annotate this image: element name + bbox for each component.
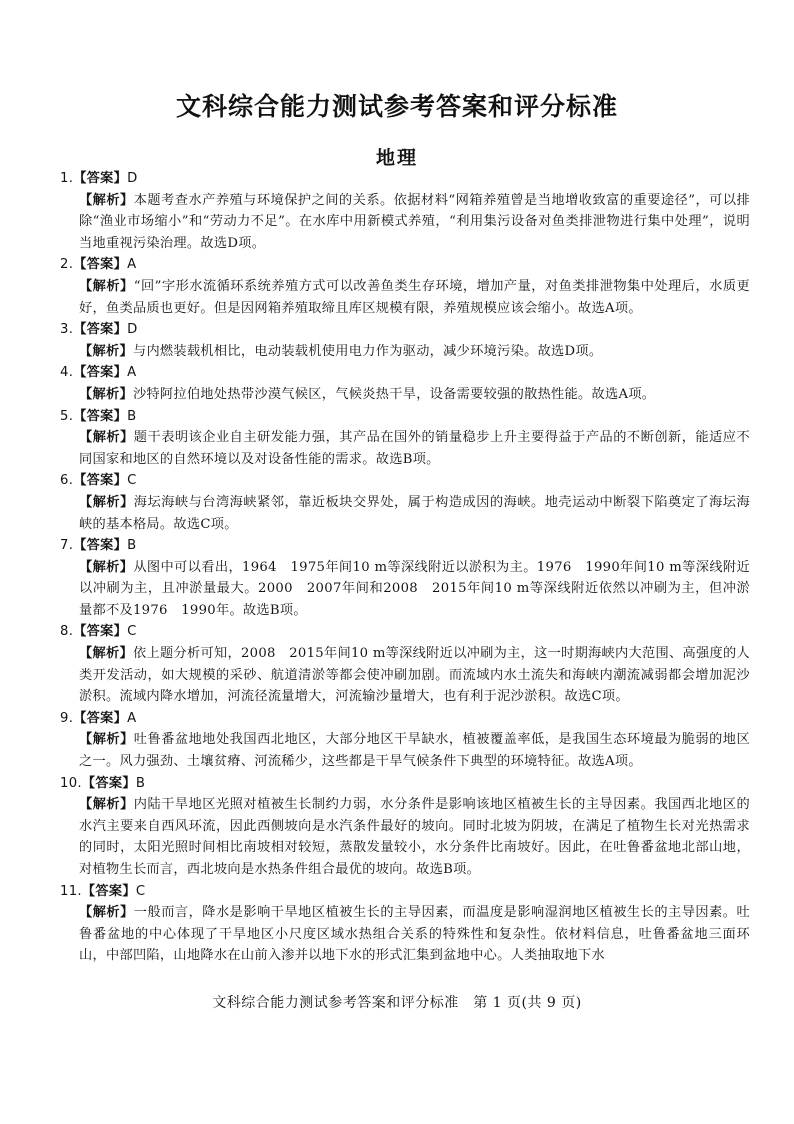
analysis-tag: 【解析】: [79, 430, 134, 446]
answer-value: C: [135, 883, 146, 899]
analysis-text: 题干表明该企业自主研发能力强，其产品在国外的销量稳步上升主要得益于产品的不断创新，能适应不同国家和地区的自然环境以及对设备性能的需求。故选B项。: [79, 430, 750, 467]
answer-line: [60, 470, 750, 492]
analysis-paragraph: [79, 276, 750, 319]
answer-tag: 【答案】: [73, 473, 128, 489]
page-footer: 文科综合能力测试参考答案和评分标准 第 1 页(共 9 页): [212, 995, 582, 1011]
answer-line: [60, 621, 750, 643]
analysis-text: 从图中可以看出，1964 1975年间10 m等深线附近以淤积为主。1976 1990年间10 m等深线附近以冲刷为主，且冲淤量最大。2000 2007年间和2008 2015年间10 m等深线附近依然以冲刷为主，但冲淤量都不及1976 1990年。故选B项。: [79, 559, 750, 618]
answer-value: D: [127, 322, 138, 338]
question-number: 3.: [60, 322, 74, 338]
analysis-paragraph: [79, 190, 750, 255]
answer-value: D: [127, 171, 138, 186]
answer-tag: 【答案】: [73, 624, 128, 640]
analysis-text: 吐鲁番盆地地处我国西北地区，大部分地区干旱缺水，植被覆盖率低，是我国生态环境最为脆弱的地区之一。风力强劲、土壤贫瘠、河流稀少，这些都是干旱气候条件下典型的环境特征。故选A项。: [79, 732, 750, 770]
question-number: 6.: [60, 473, 74, 489]
analysis-text: 与内燃装载机相比，电动装载机使用电力作为驱动，减少环境污染。故选D项。: [132, 343, 603, 359]
answer-line: [60, 168, 750, 190]
question-number: 2.: [60, 257, 74, 273]
analysis-text: 沙特阿拉伯地处热带沙漠气候区，气候炎热干旱，设备需要较强的散热性能。故选A项。: [132, 386, 656, 402]
question-number: 1.: [60, 171, 74, 186]
answer-line: [60, 773, 750, 795]
analysis-tag: 【解析】: [79, 797, 134, 813]
analysis-paragraph: [79, 643, 750, 708]
answer-line: [60, 362, 750, 384]
answer-value: A: [127, 257, 137, 273]
analysis-tag: 【解析】: [79, 646, 133, 662]
analysis-tag: 【解析】: [79, 192, 134, 208]
answer-line: [60, 406, 750, 428]
answer-value: C: [127, 473, 137, 489]
analysis-tag: 【解析】: [79, 905, 134, 921]
answer-value: B: [127, 408, 137, 424]
answer-item: [60, 708, 750, 773]
analysis-tag: 【解析】: [79, 732, 134, 748]
answer-tag: 【答案】: [73, 710, 128, 726]
analysis-paragraph: [79, 794, 750, 880]
question-number: 4.: [60, 365, 74, 381]
question-number: 7.: [60, 538, 74, 554]
analysis-paragraph: [79, 492, 750, 535]
analysis-tag: 【解析】: [79, 559, 134, 575]
question-number: 5.: [60, 408, 74, 424]
analysis-text: 一般而言，降水是影响干旱地区植被生长的主导因素，而温度是影响湿润地区植被生长的主导因素。吐鲁番盆地的中心体现了干旱地区小尺度区域水热组合关系的特殊性和复杂性。依材料信息，吐鲁番盆地三面环山，中部凹陷，山地降水在山前入渗并以地下水的形式汇集到盆地中心。人类抽取地下水: [79, 905, 750, 964]
analysis-text: 内陆干旱地区光照对植被生长制约力弱，水分条件是影响该地区植被生长的主导因素。我国西北地区的水汽主要来自西风环流，因此西侧坡向是水汽条件最好的坡向。同时北坡为阴坡，在满足了植物生长对光热需求的同时，太阳光照时间相比南坡相对较短，蒸散发量较小，水分条件比南坡好。因此，在吐鲁番盆地北部山地，对植物生长而言，西北坡向是水热条件组合最优的坡向。故选B项。: [79, 797, 750, 877]
section-heading: 地理: [375, 147, 418, 169]
answer-tag: 【答案】: [73, 257, 128, 273]
analysis-tag: 【解析】: [79, 278, 134, 294]
analysis-paragraph: [79, 384, 750, 406]
analysis-text: 本题考查水产养殖与环境保护之间的关系。依据材料“网箱养殖曾是当地增收致富的重要途径”，可以排除“渔业市场缩小”和“劳动力不足”。在水库中用新模式养殖，“利用集污设备对鱼类排泄物进行集中处理”，说明当地重视污染治理。故选D项。: [79, 192, 751, 251]
answer-item: [60, 362, 750, 405]
answer-value: C: [127, 624, 137, 640]
analysis-tag: 【解析】: [79, 386, 133, 402]
answer-tag: 【答案】: [73, 171, 128, 186]
answer-item: [60, 470, 750, 535]
answer-line: [60, 319, 750, 341]
answer-tag: 【答案】: [73, 538, 128, 554]
answer-value: B: [127, 538, 137, 554]
answer-list: [60, 168, 750, 967]
analysis-tag: 【解析】: [79, 494, 134, 510]
answer-tag: 【答案】: [81, 883, 136, 899]
analysis-text: 依上题分析可知，2008 2015年间10 m等深线附近以冲刷为主，这一时期海峡内大范围、高强度的人类开发活动，如大规模的采砂、航道清淤等都会使冲刷加剧。而流域内水土流失和海峡内潮流减弱都会增加泥沙淤积。流域内降水增加，河流径流量增大，河流输沙量增大，也有利于泥沙淤积。故选C项。: [79, 646, 750, 705]
answer-item: [60, 881, 750, 967]
answer-tag: 【答案】: [81, 775, 136, 791]
answer-item: [60, 406, 750, 471]
analysis-paragraph: [79, 557, 750, 622]
answer-value: B: [135, 775, 146, 791]
question-number: 11.: [60, 883, 82, 899]
answer-item: [60, 621, 750, 707]
analysis-paragraph: [79, 902, 750, 967]
analysis-paragraph: [79, 427, 750, 470]
answer-item: [60, 319, 750, 362]
answer-line: [60, 881, 750, 903]
analysis-paragraph: [79, 341, 750, 363]
answer-item: [60, 773, 750, 881]
answer-item: [60, 254, 750, 319]
answer-item: [60, 168, 750, 254]
document-title: 文科综合能力测试参考答案和评分标准: [175, 92, 618, 121]
analysis-text: 海坛海峡与台湾海峡紧邻，靠近板块交界处，属于构造成因的海峡。地壳运动中断裂下陷奠定了海坛海峡的基本格局。故选C项。: [79, 494, 750, 532]
answer-tag: 【答案】: [73, 365, 128, 381]
answer-item: [60, 535, 750, 621]
analysis-paragraph: [79, 729, 750, 772]
answer-value: A: [127, 365, 137, 381]
analysis-tag: 【解析】: [79, 343, 133, 359]
answer-line: [60, 708, 750, 730]
question-number: 10.: [60, 775, 82, 791]
answer-tag: 【答案】: [73, 322, 128, 338]
answer-line: [60, 535, 750, 557]
answer-value: A: [127, 710, 137, 726]
question-number: 9.: [60, 710, 74, 726]
question-number: 8.: [60, 624, 74, 640]
analysis-text: “回”字形水流循环系统养殖方式可以改善鱼类生存环境，增加产量，对鱼类排泄物集中处理后，水质更好，鱼类品质也更好。但是因网箱养殖取缔且库区规模有限，养殖规模应该会缩小。故选A项。: [79, 278, 751, 316]
answer-tag: 【答案】: [73, 408, 128, 424]
answer-line: [60, 254, 750, 276]
